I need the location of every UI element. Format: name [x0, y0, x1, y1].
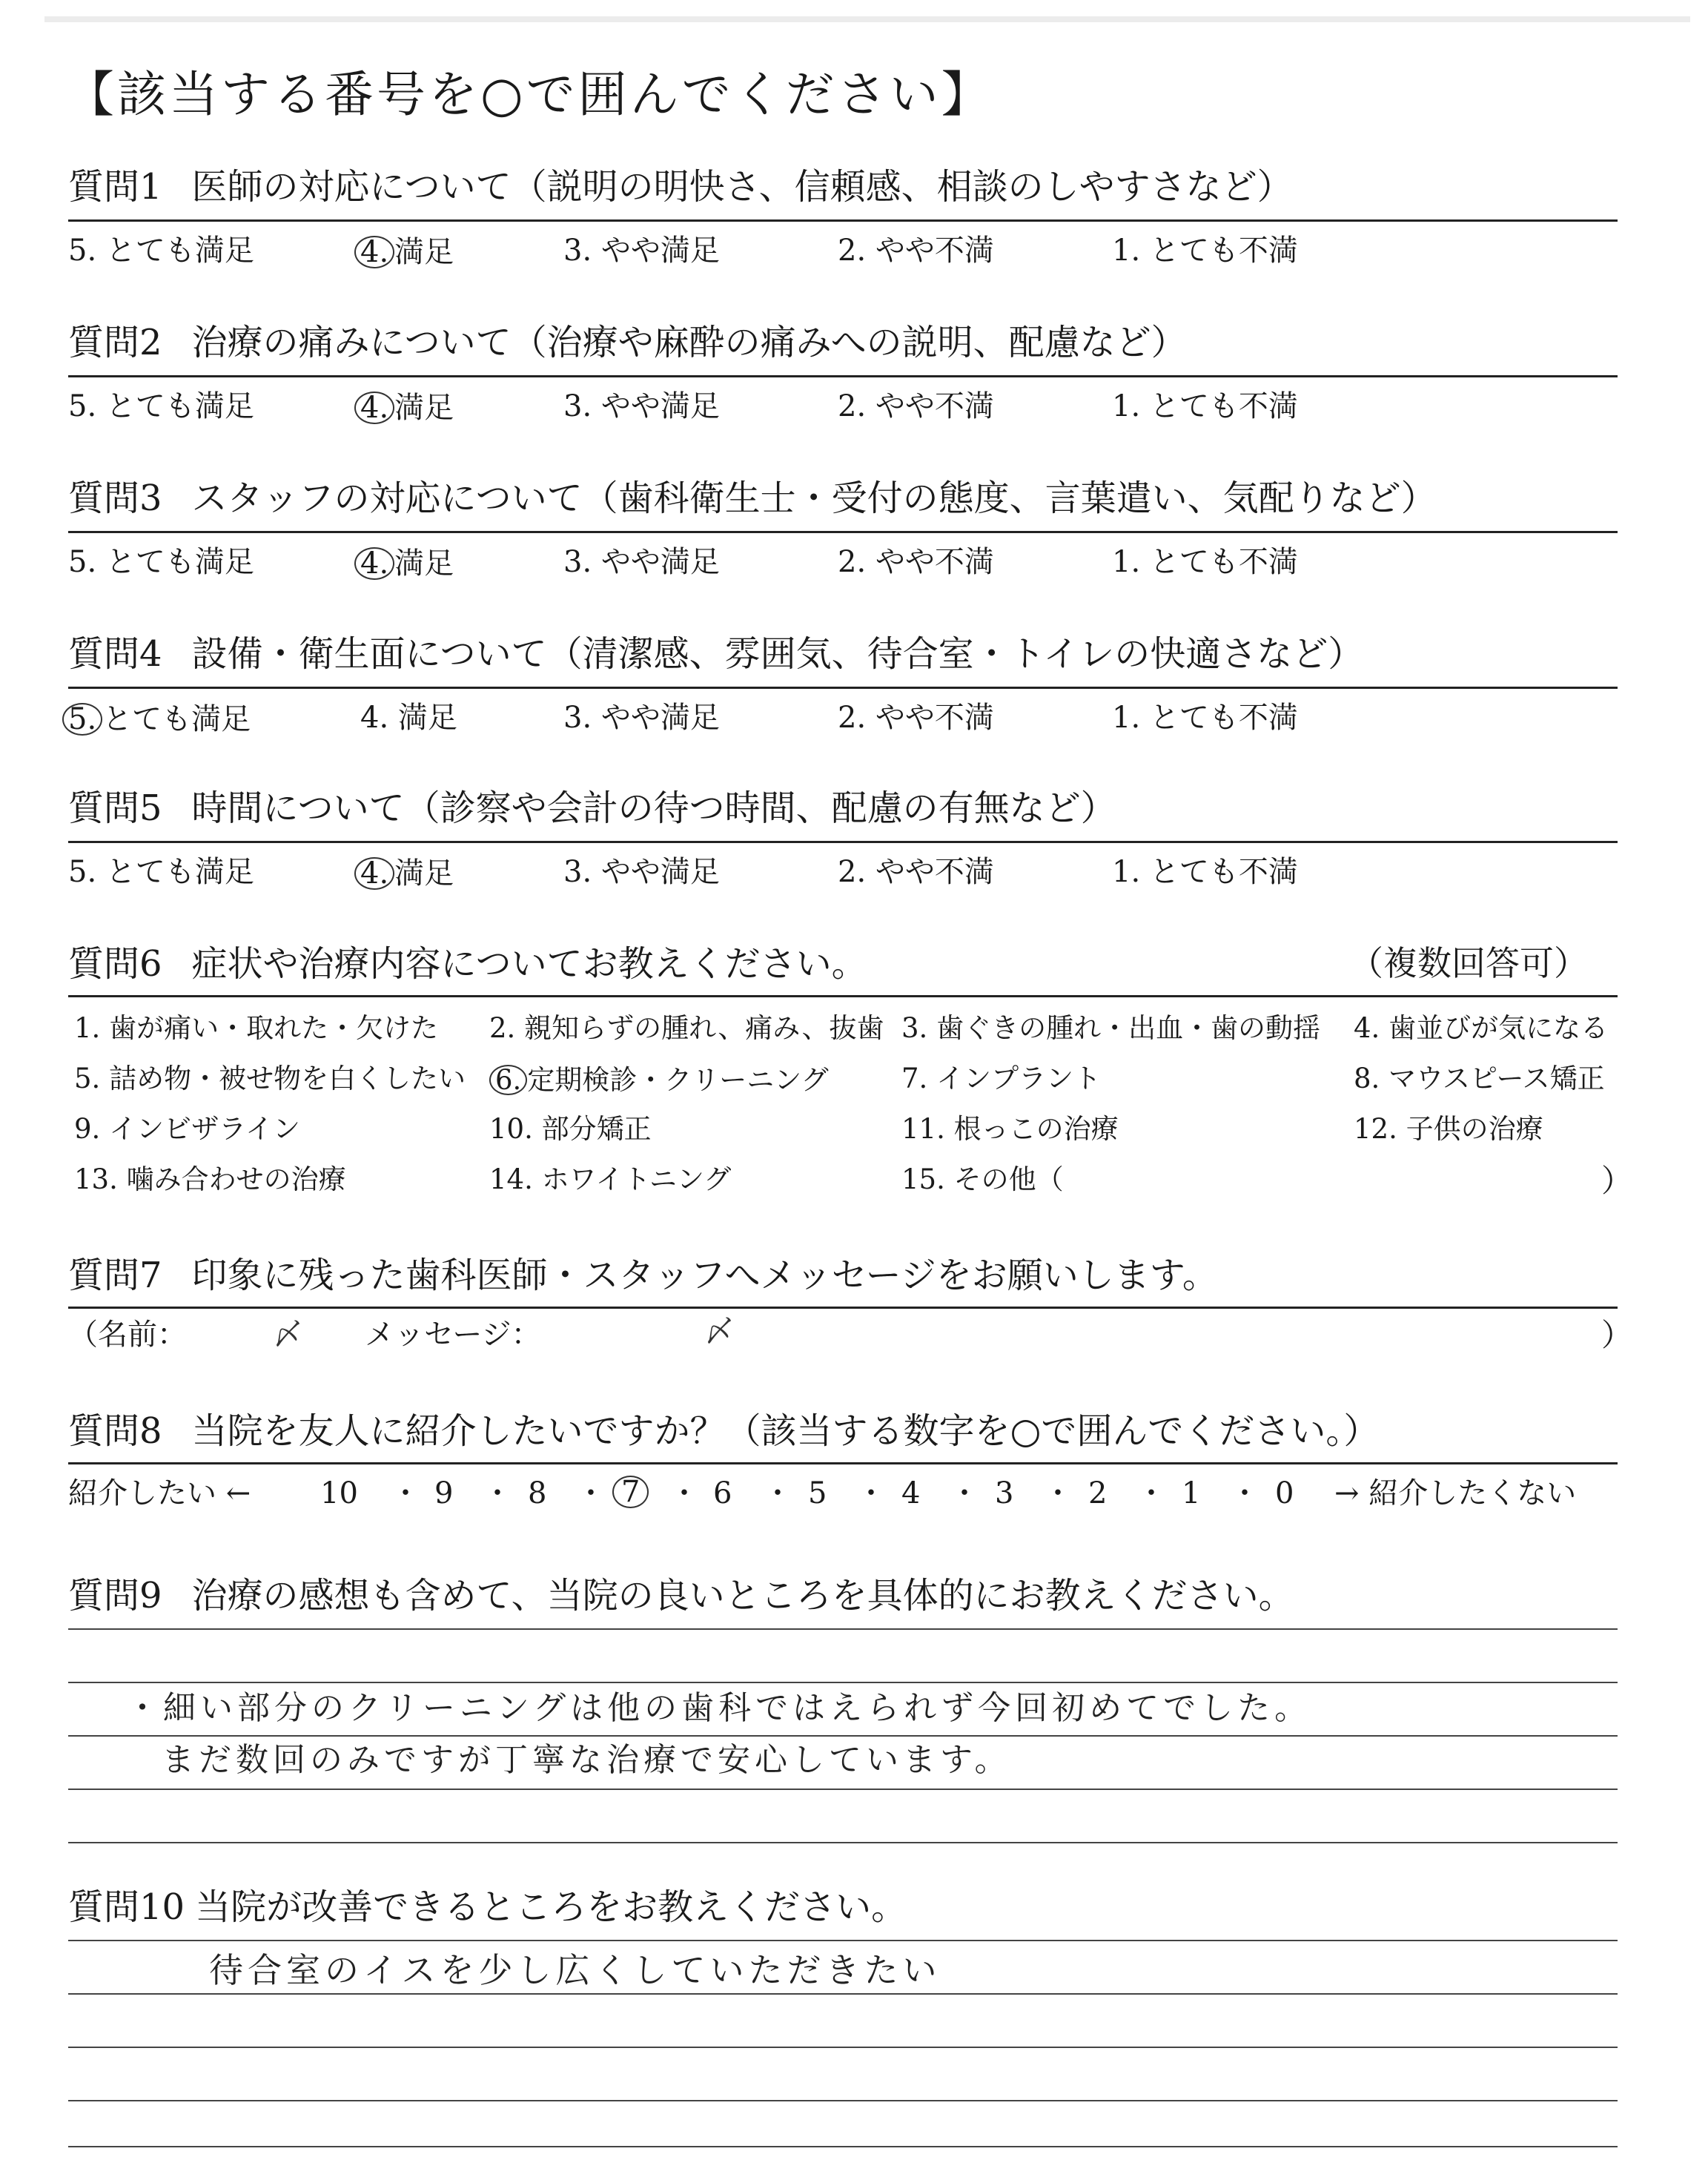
- question-label: 質問2: [68, 322, 162, 363]
- scale-9[interactable]: 9: [434, 1476, 454, 1510]
- recommend-left-label: 紹介したい ←: [68, 1476, 251, 1510]
- option-3[interactable]: 3. やや満足: [563, 855, 720, 889]
- divider: [68, 531, 1618, 533]
- symptom-12[interactable]: 12. 子供の治療: [1354, 1113, 1543, 1145]
- question-label: 質問5: [68, 787, 162, 829]
- scale-7-selected[interactable]: [612, 1476, 649, 1508]
- answer-rule: [68, 2100, 1618, 2101]
- symptom-13[interactable]: 13. 噛み合わせの治療: [74, 1163, 346, 1195]
- divider: [68, 1307, 1618, 1309]
- scale-separator: ・: [391, 1476, 420, 1510]
- question-label: 質問4: [68, 633, 162, 675]
- option-4-selected[interactable]: 4. 満足: [360, 857, 454, 890]
- answer-rule: [68, 1682, 1618, 1683]
- scale-separator: ・: [1136, 1476, 1166, 1510]
- option-4-selected[interactable]: 4. 満足: [360, 547, 454, 580]
- option-5[interactable]: 5. とても満足: [68, 234, 254, 268]
- scale-separator: ・: [763, 1476, 792, 1510]
- scale-separator: ・: [483, 1476, 512, 1510]
- divider: [68, 219, 1618, 222]
- selection-circle: 5.: [62, 703, 102, 736]
- option-1[interactable]: 1. とても不満: [1112, 545, 1298, 579]
- scale-6[interactable]: 6: [713, 1476, 732, 1510]
- divider: [68, 375, 1618, 377]
- scale-separator: ・: [1043, 1476, 1073, 1510]
- selection-circle: 7: [612, 1476, 649, 1508]
- question-text: 医師の対応について（説明の明快さ、信頼感、相談のしやすさなど）: [191, 166, 1293, 208]
- symptom-10[interactable]: 10. 部分矯正: [489, 1113, 652, 1145]
- top-edge: [44, 16, 1690, 22]
- symptom-3[interactable]: 3. 歯ぐきの腫れ・出血・歯の動揺: [901, 1012, 1321, 1044]
- question-label: 質問6: [68, 943, 162, 985]
- scale-3[interactable]: 3: [995, 1476, 1014, 1510]
- question-text: 当院が改善できるところをお教えください。: [195, 1886, 907, 1928]
- selection-circle: 4.: [354, 392, 394, 424]
- scale-8[interactable]: 8: [528, 1476, 547, 1510]
- question-label: 質問10: [68, 1886, 185, 1928]
- selection-circle: 6.: [489, 1065, 527, 1095]
- symptom-5[interactable]: 5. 詰め物・被せ物を白くしたい: [74, 1063, 466, 1094]
- answer-rule: [68, 2047, 1618, 2048]
- question-label: 質問3: [68, 478, 162, 519]
- message-label: メッセージ：: [365, 1318, 541, 1352]
- symptom-15-other[interactable]: 15. その他（: [901, 1163, 1064, 1195]
- option-2[interactable]: 2. やや不満: [838, 389, 994, 423]
- option-3[interactable]: 3. やや満足: [563, 545, 720, 579]
- multiple-answer-note: （複数回答可）: [1349, 943, 1588, 983]
- option-4-selected[interactable]: 4. 満足: [360, 236, 454, 268]
- message-strike-mark: 〆: [704, 1315, 734, 1349]
- scale-separator: ・: [576, 1476, 606, 1510]
- scale-separator: ・: [1230, 1476, 1260, 1510]
- question-text: 時間について（診察や会計の待つ時間、配慮の有無など）: [191, 787, 1116, 829]
- option-1[interactable]: 1. とても不満: [1112, 701, 1298, 735]
- option-4[interactable]: 4. 満足: [360, 701, 457, 735]
- symptom-9[interactable]: 9. インビザライン: [74, 1113, 300, 1145]
- option-5[interactable]: 5. とても満足: [68, 389, 254, 423]
- answer-rule: [68, 2146, 1618, 2147]
- name-label: （名前：: [68, 1318, 187, 1352]
- divider: [68, 1462, 1618, 1464]
- question-text: 当院を友人に紹介したいですか？（該当する数字を○で囲んでください。）: [191, 1410, 1380, 1452]
- symptom-4[interactable]: 4. 歯並びが気になる: [1354, 1012, 1609, 1044]
- answer-rule: [68, 1628, 1618, 1630]
- divider: [68, 687, 1618, 689]
- form-title: 【該当する番号を○で囲んでください】: [65, 66, 993, 123]
- symptom-8[interactable]: 8. マウスピース矯正: [1354, 1063, 1605, 1094]
- question-text: 症状や治療内容についてお教えください。: [191, 943, 867, 985]
- symptom-7[interactable]: 7. インプラント: [901, 1063, 1102, 1094]
- option-1[interactable]: 1. とても不満: [1112, 389, 1298, 423]
- answer-rule: [68, 1789, 1618, 1790]
- selection-circle: 4.: [354, 547, 394, 580]
- question-label: 質問1: [68, 166, 162, 208]
- scale-1[interactable]: 1: [1182, 1476, 1201, 1510]
- option-4-selected[interactable]: 4. 満足: [360, 392, 454, 424]
- question-text: 設備・衛生面について（清潔感、雰囲気、待合室・トイレの快適さなど）: [191, 633, 1364, 675]
- question-label: 質問8: [68, 1410, 162, 1452]
- option-2[interactable]: 2. やや不満: [838, 234, 994, 268]
- other-close-paren: ）: [1601, 1163, 1633, 1199]
- option-3[interactable]: 3. やや満足: [563, 389, 720, 423]
- scale-0[interactable]: 0: [1275, 1476, 1294, 1510]
- symptom-11[interactable]: 11. 根っこの治療: [901, 1113, 1119, 1145]
- question-label: 質問7: [68, 1255, 162, 1296]
- handwritten-answer-line-1: ・細い部分のクリーニングは他の歯科ではえられず今回初めてでした。: [126, 1689, 1312, 1727]
- option-2[interactable]: 2. やや不満: [838, 855, 994, 889]
- option-1[interactable]: 1. とても不満: [1112, 234, 1298, 268]
- divider: [68, 841, 1618, 843]
- option-3[interactable]: 3. やや満足: [563, 701, 720, 735]
- option-3[interactable]: 3. やや満足: [563, 234, 720, 268]
- scale-separator: ・: [669, 1476, 699, 1510]
- question-label: 質問9: [68, 1575, 162, 1616]
- message-close-paren: ）: [1601, 1317, 1633, 1353]
- scale-4[interactable]: 4: [901, 1476, 921, 1510]
- selection-circle: 4.: [354, 857, 394, 890]
- option-2[interactable]: 2. やや不満: [838, 545, 994, 579]
- name-strike-mark: 〆: [273, 1318, 302, 1352]
- divider: [68, 995, 1618, 997]
- scale-10[interactable]: 10: [320, 1476, 358, 1510]
- scale-2[interactable]: 2: [1088, 1476, 1108, 1510]
- scale-separator: ・: [856, 1476, 886, 1510]
- question-text: スタッフの対応について（歯科衛生士・受付の態度、言葉遣い、気配りなど）: [191, 478, 1437, 519]
- answer-rule: [68, 1940, 1618, 1941]
- option-5-selected[interactable]: 5. とても満足: [68, 703, 251, 736]
- scale-5[interactable]: 5: [808, 1476, 827, 1510]
- recommend-right-label: → 紹介したくない: [1334, 1476, 1577, 1510]
- option-5[interactable]: 5. とても満足: [68, 855, 254, 889]
- answer-rule: [68, 1993, 1618, 1995]
- option-5[interactable]: 5. とても満足: [68, 545, 254, 579]
- question-text: 印象に残った歯科医師・スタッフへメッセージをお願いします。: [191, 1255, 1218, 1296]
- option-2[interactable]: 2. やや不満: [838, 701, 994, 735]
- handwritten-answer-line-1: 待合室のイスを少し広くしていただきたい: [209, 1950, 941, 1990]
- symptom-1[interactable]: 1. 歯が痛い・取れた・欠けた: [74, 1012, 439, 1044]
- scale-separator: ・: [950, 1476, 979, 1510]
- handwritten-answer-line-2: まだ数回のみですが丁寧な治療で安心しています。: [162, 1741, 1012, 1779]
- symptom-6-selected[interactable]: 6. 定期検診・クリーニング: [495, 1065, 829, 1095]
- option-1[interactable]: 1. とても不満: [1112, 855, 1298, 889]
- selection-circle: 4.: [354, 236, 394, 268]
- question-text: 治療の感想も含めて、当院の良いところを具体的にお教えください。: [191, 1575, 1294, 1616]
- symptom-2[interactable]: 2. 親知らずの腫れ、痛み、抜歯: [489, 1012, 884, 1044]
- question-text: 治療の痛みについて（治療や麻酔の痛みへの説明、配慮など）: [191, 322, 1187, 363]
- answer-rule: [68, 1735, 1618, 1737]
- symptom-14[interactable]: 14. ホワイトニング: [489, 1163, 732, 1195]
- answer-rule: [68, 1842, 1618, 1843]
